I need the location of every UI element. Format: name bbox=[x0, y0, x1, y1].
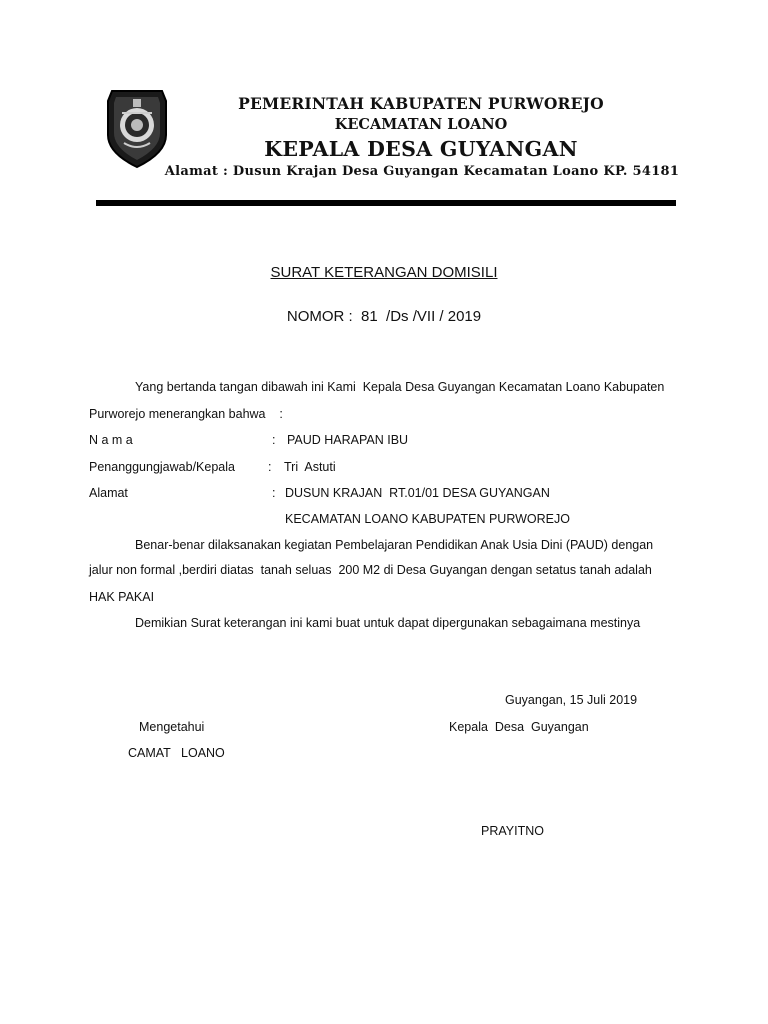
intro-line-2: Purworejo menerangkan bahwa : bbox=[89, 407, 283, 421]
field-colon-alamat: : bbox=[272, 486, 276, 500]
field-value-penanggungjawab: Tri Astuti bbox=[284, 460, 336, 474]
acknowledged-label: Mengetahui bbox=[139, 720, 205, 734]
letterhead-address: Alamat : Dusun Krajan Desa Guyangan Kecamatan Loano KP. 54181 bbox=[164, 164, 680, 179]
place-date: Guyangan, 15 Juli 2019 bbox=[505, 693, 638, 707]
letterhead-office: KEPALA DESA GUYANGAN bbox=[264, 137, 578, 161]
camat-title: CAMAT LOANO bbox=[128, 746, 225, 760]
field-colon-penanggungjawab: : bbox=[268, 460, 272, 474]
document-number: NOMOR : 81 /Ds /VII / 2019 bbox=[286, 308, 482, 325]
field-value-alamat-continued: KECAMATAN LOANO KABUPATEN PURWOREJO bbox=[285, 512, 570, 526]
field-label-nama: N a m a bbox=[89, 433, 133, 447]
closing-statement: Demikian Surat keterangan ini kami buat untuk dapat dipergunakan sebagaimana mestinya bbox=[135, 616, 641, 630]
field-colon-nama: : bbox=[272, 433, 276, 447]
field-value-nama: PAUD HARAPAN IBU bbox=[287, 433, 409, 447]
letterhead-divider bbox=[96, 200, 676, 206]
body-line-1: Benar-benar dilaksanakan kegiatan Pembelajaran Pendidikan Anak Usia Dini (PAUD) dengan bbox=[135, 538, 654, 552]
field-value-alamat: DUSUN KRAJAN RT.01/01 DESA GUYANGAN bbox=[285, 486, 550, 500]
village-head-title: Kepala Desa Guyangan bbox=[449, 720, 589, 734]
letterhead-district: KECAMATAN LOANO bbox=[334, 116, 508, 133]
document-title: SURAT KETERANGAN DOMISILI bbox=[270, 264, 498, 281]
field-label-penanggungjawab: Penanggungjawab/Kepala bbox=[89, 460, 235, 474]
field-label-alamat: Alamat bbox=[89, 486, 128, 500]
intro-line-1: Yang bertanda tangan dibawah ini Kami Kepala Desa Guyangan Kecamatan Loano Kabupaten bbox=[135, 380, 665, 394]
body-line-3: HAK PAKAI bbox=[89, 590, 155, 604]
village-head-name: PRAYITNO bbox=[481, 824, 544, 838]
body-line-2: jalur non formal ,berdiri diatas tanah seluas 200 M2 di Desa Guyangan dengan setatus tanah adalah bbox=[89, 563, 652, 577]
letterhead-government: PEMERINTAH KABUPATEN PURWOREJO bbox=[238, 94, 604, 113]
